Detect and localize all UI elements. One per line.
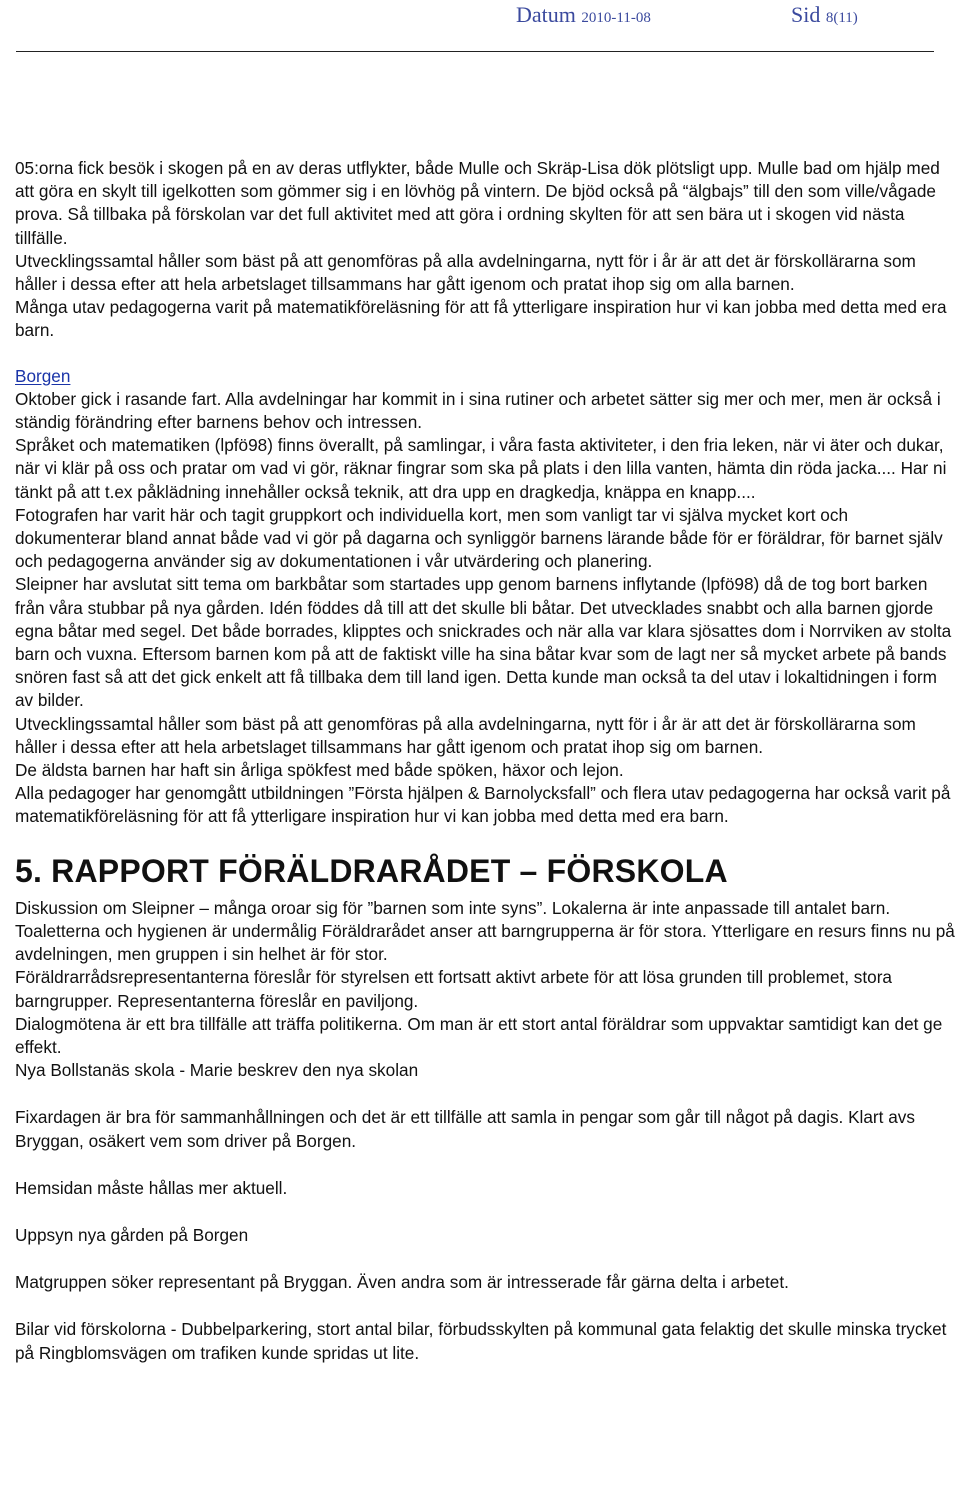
header-page-number — [791, 2, 858, 28]
borgen-paragraph-development-talks: Utvecklingssamtal håller som bäst på att genomföras på alla avdelningarna, nytt för i år är att det är förskollärarna som håller i dessa efter att hela arbetslaget tillsammans har gått igenom och pratat ihop sig om barnen. — [15, 713, 916, 757]
paragraph-mulle-visit: 05:orna fick besök i skogen på en av deras utflykter, både Mulle och Skräp-Lisa dök plötsligt upp. Mulle bad om hjälp med att göra en skylt till igelkotten som gömmer sig i en lövhög på vintern. De bjöd också på “älgbajs” till den som ville/vågade prova. Så tillbaka på förskolan var det full aktivitet med att göra i ordning skylten för att sen bära ut i skogen vid nästa tillfälle. — [15, 158, 940, 248]
borgen-paragraph-october: Oktober gick i rasande fart. Alla avdelningar har kommit in i sina rutiner och arbetet sätter sig mer och mer, men är också i ständig förändring efter barnens behov och intressen. — [15, 388, 941, 433]
borgen-paragraph-language-math: Språket och matematiken (lpfö98) finns överallt, på samlingar, i våra fasta aktiviteter, i den fria leken, när vi äter och dukar, när vi klär på oss och pratar om vad vi gör, räknar fingrar som ska på plats i den lilla vanten, hämta din röda jacka.... Har ni tänkt på att t.ex påklädning innehåller också teknik, att dra upp en dragkedja, knäppa en knapp.... — [15, 435, 947, 502]
borgen-paragraph-photographer: Fotografen har varit här och tagit gruppkort och individuella kort, men som vanligt tar vi själva mycket kort och dokumenterar bland annat både vad vi gör på dagarna och synliggör barnens lärande både för er föräldrar, för barnet själv och pedagogerna använder sig av dokumentationen i vår utvärdering och planering. — [15, 504, 943, 572]
paragraph-development-talks: Utvecklingssamtal håller som bäst på att genomföras på alla avdelningarna, nytt för i år är att det är förskollärarna som håller i dessa efter att hela arbetslaget tillsammans har gått igenom och pratat ihop sig om alla barnen. — [15, 250, 916, 295]
header-date-label: Datum — [516, 2, 576, 27]
paragraph-math-lecture: Många utav pedagogerna varit på matematikföreläsning för att få ytterligare inspiration hur vi kan jobba med detta med era barn. — [15, 297, 947, 341]
header-divider — [16, 51, 934, 52]
spacer — [15, 1294, 957, 1318]
header-date-value: 2010-11-08 — [581, 10, 651, 26]
parent-council-paragraph-new-school: Nya Bollstanäs skola - Marie beskrev den nya skolan — [15, 1060, 419, 1081]
parent-council-paragraph-website: Hemsidan måste hållas mer aktuell. — [15, 1177, 288, 1198]
spacer — [15, 1200, 957, 1224]
document-body — [15, 157, 957, 1365]
parent-council-paragraph-representatives: Föräldrarrådsrepresentanterna föreslår för styrelsen ett fortsatt aktivt arbete för att lösa grunden till problemet, stora barngrupper. Representanterna föreslår en paviljong. — [15, 967, 892, 1011]
spacer — [15, 343, 957, 365]
spacer — [15, 1247, 957, 1271]
page-header — [0, 0, 960, 52]
parent-council-paragraph-fixardagen: Fixardagen är bra för sammanhållningen och det är ett tillfälle att samla in pengar som går till något på dagis. Klart avs Bryggan, osäkert vem som driver på Borgen. — [15, 1107, 915, 1151]
parent-council-paragraph-playground: Uppsyn nya gården på Borgen — [15, 1224, 249, 1245]
borgen-paragraph-ghost-party: De äldsta barnen har haft sin årliga spökfest med både spöken, häxor och lejon. — [15, 760, 624, 781]
parent-council-paragraph-traffic: Bilar vid förskolorna - Dubbelparkering, stort antal bilar, förbudsskylten på kommunal gata felaktig det skulle minska trycket på Ringblomsvägen om trafiken kunde spridas ut lite. — [15, 1319, 947, 1363]
header-page-label: Sid — [791, 2, 821, 27]
section-heading-parent-council: 5. RAPPORT FÖRÄLDRARÅDET – FÖRSKOLA — [15, 852, 728, 889]
parent-council-paragraph-food-group: Matgruppen söker representant på Bryggan. Även andra som är intresserade får gärna delta i arbetet. — [15, 1272, 789, 1293]
borgen-paragraph-sleipner-boats: Sleipner har avslutat sitt tema om barkbåtar som startades upp genom barnens inflytande (lpfö98) då de tog bort barken från våra stubbar på nya gården. Idén föddes då till att det skulle bli båtar. Det utvecklades snabbt och alla barnen gjorde egna båtar med segel. Det både borrades, klipptes och snickrades och när alla var klara sjösattes dom i Norrviken av stolta barn och vuxna. Eftersom barnen kom på att de faktiskt ville ha sina båtar kvar som de lagt ner så mycket arbete på bands snören fast så att det gick enkelt att få tillbaka dem till land igen. Detta kunde man också ta del utav i lokaltidningen i form av bilder. — [15, 574, 952, 711]
header-page-value: 8(11) — [825, 10, 858, 26]
borgen-link[interactable]: Borgen — [15, 365, 71, 386]
spacer — [15, 1153, 957, 1177]
parent-council-paragraph-dialogue: Dialogmötena är ett bra tillfälle att träffa politikerna. Om man är ett stort antal föräldrar som uppvaktar samtidigt kan det ge effekt. — [15, 1013, 943, 1057]
header-date — [516, 2, 651, 28]
borgen-paragraph-first-aid: Alla pedagoger har genomgått utbildningen ”Första hjälpen & Barnolycksfall” och flera utav pedagogerna har också varit på matematikföreläsning för att få ytterligare inspiration hur vi kan jobba med detta med era barn. — [15, 783, 951, 827]
parent-council-paragraph-sleipner: Diskussion om Sleipner – många oroar sig för ”barnen som inte syns”. Lokalerna är inte anpassade till antalet barn. Toaletterna och hygienen är undermålig Föräldrarådet anser att barngrupperna är för stora. Ytterligare en resurs finns nu på avdelningen, men gruppen i sin helhet är för stor. — [15, 897, 955, 965]
spacer — [15, 1082, 957, 1106]
